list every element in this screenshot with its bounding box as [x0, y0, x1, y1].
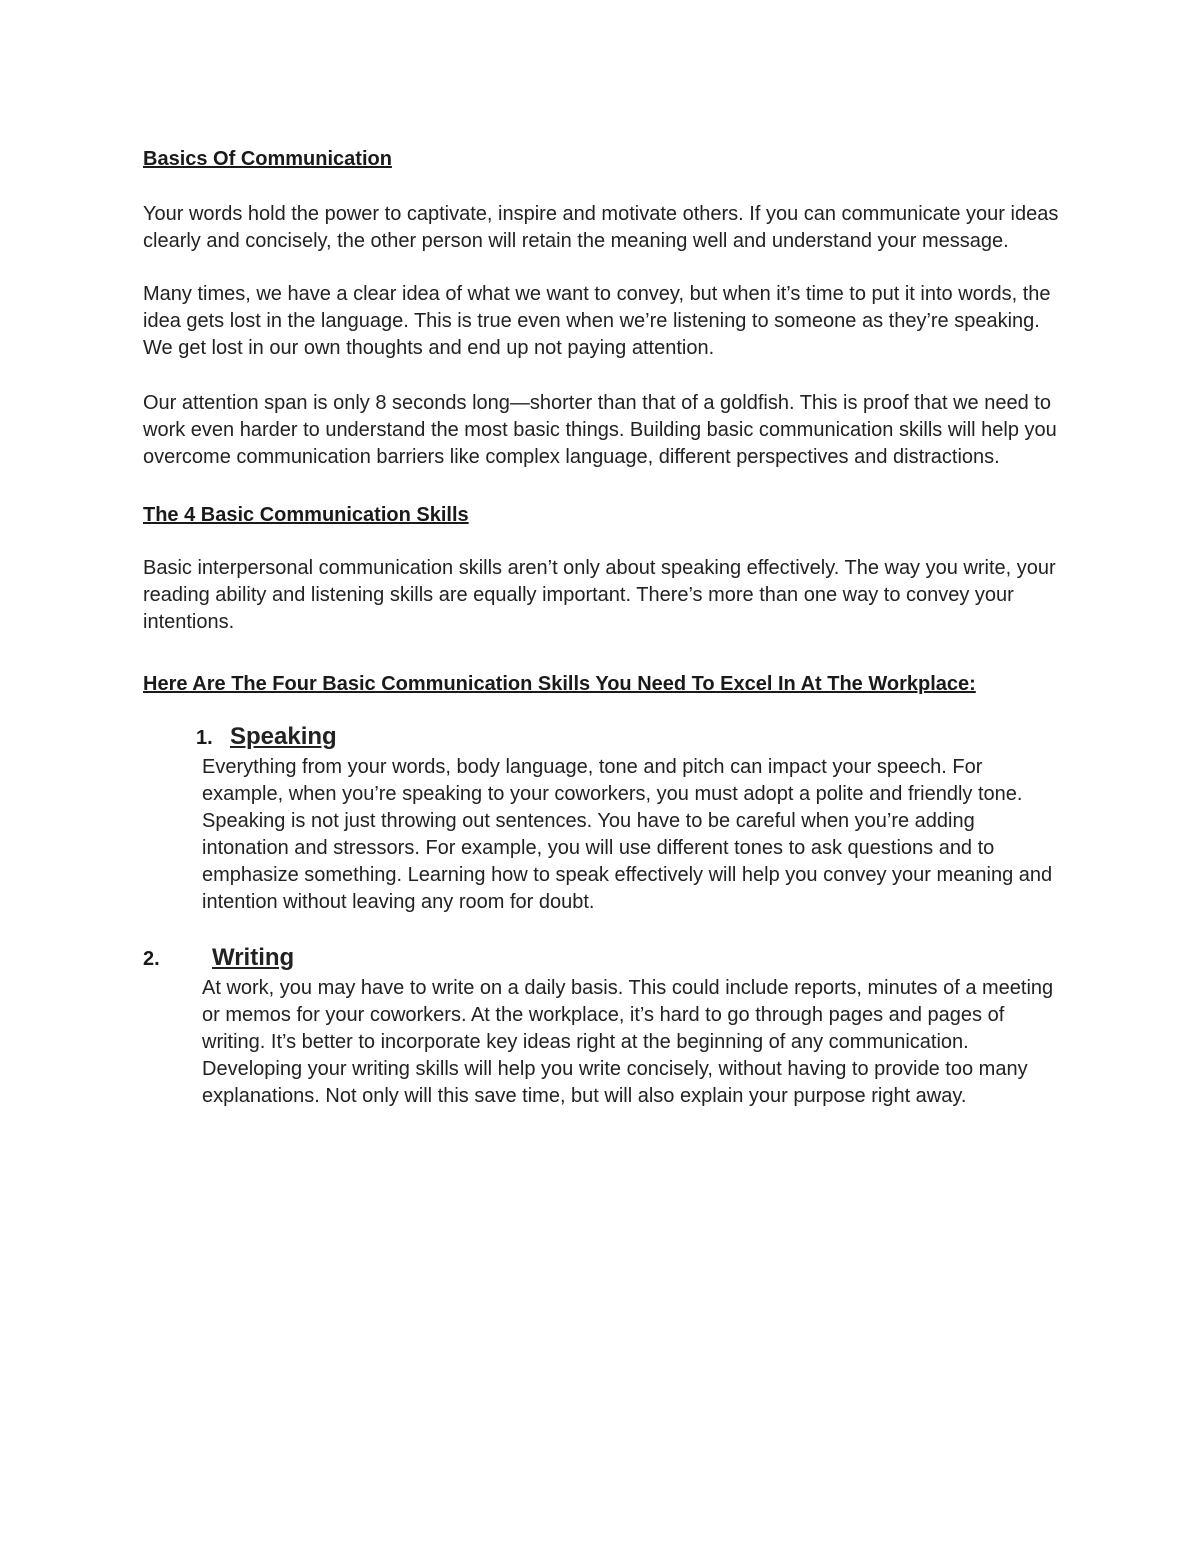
list-item-number: 2.	[143, 948, 160, 970]
heading-workplace-skills: Here Are The Four Basic Communication Skills You Need To Excel In At The Workplace:	[143, 673, 976, 695]
list-item-writing	[143, 944, 1063, 1110]
list-item-title: Speaking	[230, 723, 337, 750]
heading-basics-of-communication: Basics Of Communication	[143, 148, 392, 170]
list-item-body: Everything from your words, body language, tone and pitch can impact your speech. For example, when you’re speaking to your coworkers, you must adopt a polite and friendly tone. Speaking is not just throwing out sentences. You have to be careful when you’re adding intonation and stressors. For example, you will use different tones to ask questions and to emphasize something. Learning how to speak effectively will help you convey your meaning and intention without leaving any room for doubt.	[202, 756, 1053, 913]
paragraph-1: Your words hold the power to captivate, inspire and motivate others. If you can communicate your ideas clearly and concisely, the other person will retain the meaning well and understand your message.	[143, 203, 1059, 252]
list-item-title: Writing	[212, 944, 295, 971]
paragraph-2: Many times, we have a clear idea of what we want to convey, but when it’s time to put it into words, the idea gets lost in the language. This is true even when we’re listening to someone as they’re speaking. We get lost in our own thoughts and end up not paying attention.	[143, 283, 1051, 359]
list-item-header	[143, 944, 1063, 974]
paragraph-4: Basic interpersonal communication skills aren’t only about speaking effectively. The way you write, your reading ability and listening skills are equally important. There’s more than one way to convey your intentions.	[143, 557, 1056, 633]
document-content	[143, 145, 1063, 1110]
list-item-header	[143, 723, 1063, 753]
heading-four-basic-skills: The 4 Basic Communication Skills	[143, 504, 469, 526]
paragraph-3: Our attention span is only 8 seconds long—shorter than that of a goldfish. This is proof that we need to work even harder to understand the most basic things. Building basic communication skills will help you overcome communication barriers like complex language, different perspectives and distractions.	[143, 392, 1057, 468]
list-item-speaking	[143, 723, 1063, 916]
list-item-body: At work, you may have to write on a daily basis. This could include reports, minutes of a meeting or memos for your coworkers. At the workplace, it’s hard to go through pages and pages of writing. It’s better to incorporate key ideas right at the beginning of any communication. Developing your writing skills will help you write concisely, without having to provide too many explanations. Not only will this save time, but will also explain your purpose right away.	[202, 977, 1054, 1107]
list-item-number: 1.	[196, 727, 213, 749]
